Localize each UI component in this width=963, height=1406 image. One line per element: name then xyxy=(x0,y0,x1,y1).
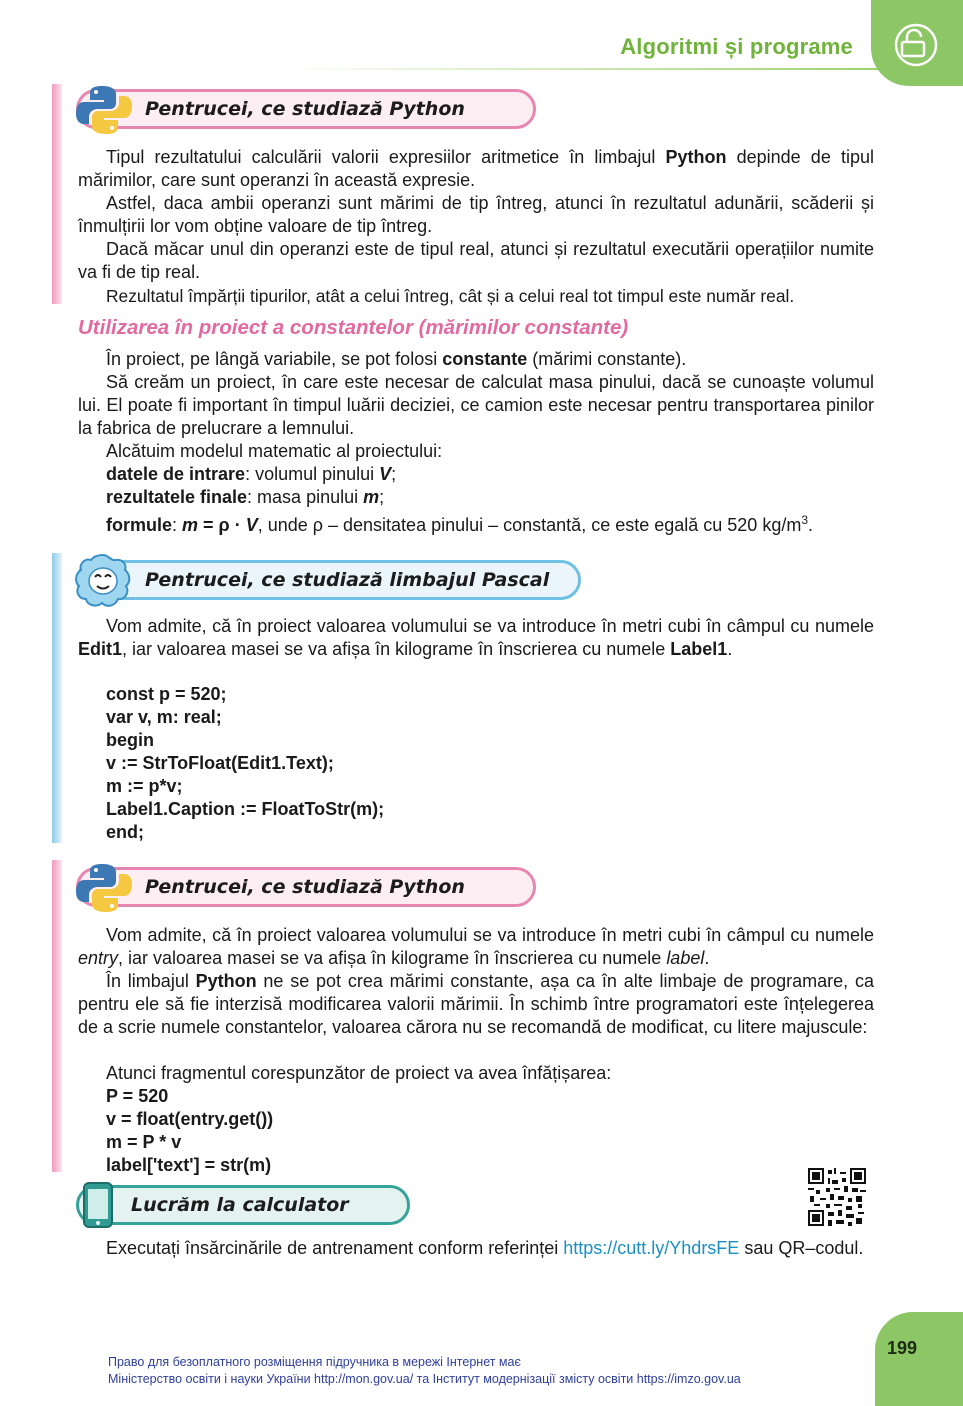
code-line: Label1.Caption := FloatToStr(m); xyxy=(106,799,385,819)
tablet-icon xyxy=(80,1180,116,1230)
section-sidebar xyxy=(52,553,62,843)
chapter-icon xyxy=(893,22,939,68)
section-banner-computer xyxy=(76,1185,410,1225)
paragraph: Alcătuim modelul matematic al proiectului: xyxy=(106,441,443,461)
code-line: begin xyxy=(106,730,154,750)
paragraph: Astfel, daca ambii operanzi sunt mărimi de tip întreg, atunci în rezultatul adunării, scăderii și înmulțirii lor vom obține valoare de tip întreg. xyxy=(78,193,874,236)
section-sidebar xyxy=(52,84,62,304)
header-rule xyxy=(280,68,885,70)
footer-line: Право для безоплатного розміщення підручника в мережі Інтернет має xyxy=(108,1355,521,1369)
paragraph: Vom admite, că în proiect valoarea volumului se va introduce în metri cubi în câmpul cu numele entry, iar valoarea masei se va afișa în kilograme în înscrierea cu numele label. xyxy=(78,925,874,968)
paragraph: Tipul rezultatului calculării valorii expresiilor aritmetice în limbajul Python depinde de tipul mărimilor, care sunt operanzi în această expresie. xyxy=(78,147,874,190)
banner-title: Lucrăm la calculator xyxy=(131,1194,349,1216)
paragraph: Să creăm un proiect, în care este necesar de calculat masa pinului, dacă se cunoaște volumul lui. El poate fi important în timpul luării deciziei, ce camion este necesar pentru transportarea pinilor la fabrica de prelucrare a lemnului. xyxy=(78,372,874,438)
code-line: v := StrToFloat(Edit1.Text); xyxy=(106,753,334,773)
formula-line: formule: m = ρ · V, unde ρ – densitatea pinului – constantă, ce este egală cu 520 $kg/m^3$. xyxy=(106,513,814,535)
page-number: 199 xyxy=(886,1338,917,1358)
python-logo-icon xyxy=(74,82,134,138)
paragraph: Rezultatul împărții tipurilor, atât a celui întreg, cât și a celui real tot timpul este număr real. xyxy=(106,286,795,306)
page-number-tab xyxy=(875,1312,963,1406)
code-line: P = 520 xyxy=(106,1086,169,1106)
pascal-mascot-icon xyxy=(72,552,134,610)
qr-code-icon[interactable] xyxy=(808,1168,866,1226)
pascal-code-block xyxy=(106,683,384,844)
section-banner-python xyxy=(76,867,536,907)
code-line: m := p*v; xyxy=(106,776,183,796)
section-heading: Utilizarea în proiect a constantelor (mărimilor constante) xyxy=(78,316,629,339)
banner-title: Pentrucei, ce studiază Python xyxy=(145,98,465,120)
reference-link[interactable]: https://cutt.ly/YhdrsFE xyxy=(563,1238,740,1258)
banner-title: Pentrucei, ce studiază Python xyxy=(145,876,465,898)
code-line: m = P * v xyxy=(106,1132,182,1152)
python-code-block xyxy=(106,1085,273,1177)
footer-line: Міністерство освіти і науки України http://mon.gov.ua/ та Інститут модернізації змісту освіти https://imzo.gov.ua xyxy=(108,1372,741,1386)
section-sidebar xyxy=(52,860,62,1172)
code-line: var v, m: real; xyxy=(106,707,222,727)
paragraph: Vom admite, că în proiect valoarea volumului se va introduce în metri cubi în câmpul cu numele Edit1, iar valoarea masei se va afișa în kilograme în înscrierea cu numele Label1. xyxy=(78,616,874,659)
chapter-title: Algoritmi și programe xyxy=(620,34,853,59)
paragraph: Atunci fragmentul corespunzător de proiect va avea înfățișarea: xyxy=(106,1063,612,1083)
code-line: const p = 520; xyxy=(106,684,227,704)
code-line: label['text'] = str(m) xyxy=(106,1155,272,1175)
code-line: end; xyxy=(106,822,144,842)
output-data-line: rezultatele finale: masa pinului m; xyxy=(106,487,385,507)
input-data-line: datele de intrare: volumul pinului V; xyxy=(106,464,397,484)
python-logo-icon xyxy=(74,860,134,916)
code-line: v = float(entry.get()) xyxy=(106,1109,274,1129)
paragraph: Dacă măcar unul din operanzi este de tipul real, atunci și rezultatul executării operațiilor numite va fi de tip real. xyxy=(78,239,874,282)
paragraph: În proiect, pe lângă variabile, se pot folosi constante (mărimi constante). xyxy=(106,349,687,369)
section-banner-pascal xyxy=(76,560,581,600)
section-banner-python xyxy=(76,89,536,129)
paragraph: Executați însărcinările de antrenament conform referinței https://cutt.ly/YhdrsFE sau QR–codul. xyxy=(106,1238,864,1258)
banner-title: Pentrucei, ce studiază limbajul Pascal xyxy=(145,569,550,591)
paragraph: În limbajul Python ne se pot crea mărimi constante, așa ca în alte limbaje de programare, ca pentru ele să fie interzisă modificarea valorii mărimii. În schimb între programatori este înțelegerea de a scrie numele constantelor, valoarea cărora nu se recomandă de modificat, cu litere majuscule: xyxy=(78,971,874,1037)
